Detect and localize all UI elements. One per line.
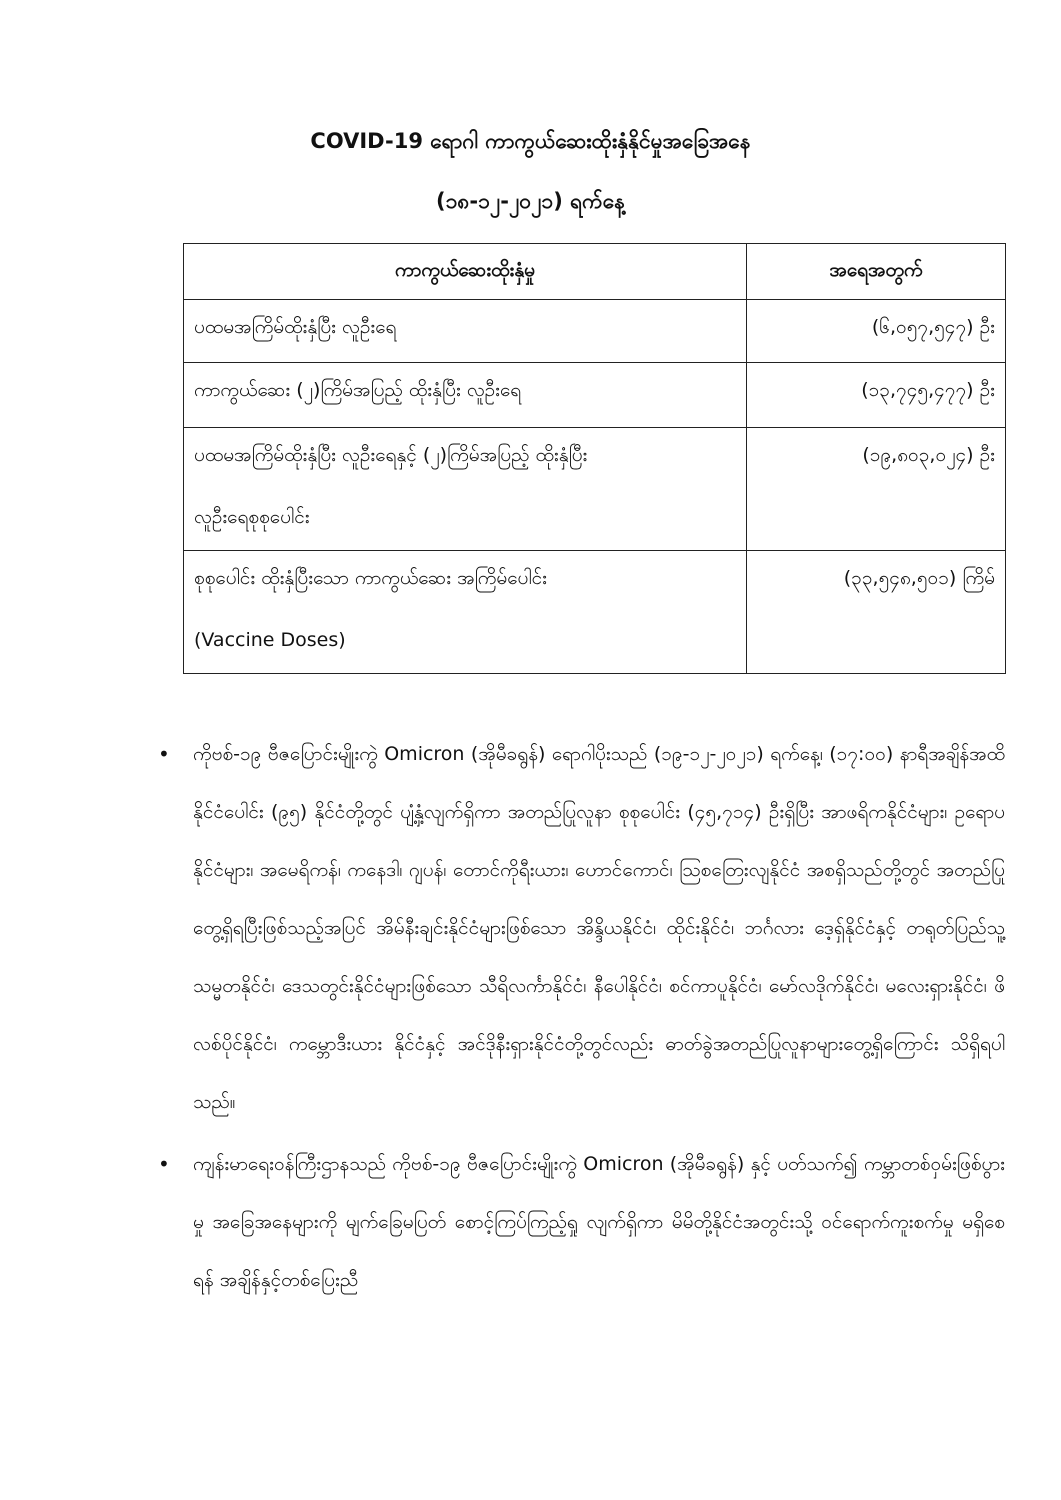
- table-row: [184, 300, 1006, 363]
- document-title: COVID-19 ရောဂါ ကာကွယ်ဆေးထိုးနှံနိုင်မှုအခြေအနေ: [310, 129, 751, 153]
- bullet-text: ကျန်းမာရေးဝန်ကြီးဌာနသည် ကိုဗစ်-၁၉ ဗီဇပြောင်းမျိုးကွဲ Omicron (အိုမီခရွန်) နှင့် ပတ်သက်၍ ကမ္ဘာတစ်ဝှမ်းဖြစ်ပွားမှု အခြေအနေများကို မျက်ခြေမပြတ် စောင့်ကြပ်ကြည့်ရှု လျက်ရှိကာ မိမိတို့နိုင်ငံအတွင်းသို့ ဝင်ရောက်ကူးစက်မှု မရှိစေရန် အချိန်နှင့်တစ်ပြေးညီ: [193, 1153, 1005, 1291]
- vaccination-table: [183, 243, 1006, 674]
- table-row: [184, 363, 1006, 428]
- row-value: (၃၃,၅၄၈,၅၀၁) ကြိမ်: [747, 551, 1006, 674]
- table-row: [184, 428, 1006, 551]
- table-row: [184, 551, 1006, 674]
- bullet-text: ကိုဗစ်-၁၉ ဗီဇပြောင်းမျိုးကွဲ Omicron (အိုမီခရွန်) ရောဂါပိုးသည် (၁၉-၁၂-၂၀၂၁) ရက်နေ့၊ (၁၇:၀၀) နာရီအချိန်အထိ နိုင်ငံပေါင်း (၉၅) နိုင်ငံတို့တွင် ပျံ့နှံ့လျက်ရှိကာ အတည်ပြုလူနာ စုစုပေါင်း (၄၅,၇၁၄) ဦးရှိပြီး အာဖရိကနိုင်ငံများ၊ ဥရောပနိုင်ငံများ၊ အမေရိကန်၊ ကနေဒါ၊ ဂျပန်၊ တောင်ကိုရီးယား၊ ဟောင်ကောင်၊ သြစတြေးလျနိုင်ငံ အစရှိသည်တို့တွင် အတည်ပြု တွေ့ရှိရပြီးဖြစ်သည့်အပြင် အိမ်နီးချင်းနိုင်ငံများဖြစ်သော အိန္ဒိယနိုင်ငံ၊ ထိုင်းနိုင်ငံ၊ ဘင်္ဂလား ဒေ့ရှ်နိုင်ငံနှင့် တရုတ်ပြည်သူ့သမ္မတနိုင်ငံ၊ ဒေသတွင်းနိုင်ငံများဖြစ်သော သီရိလင်္ကာနိုင်ငံ၊ နီပေါနိုင်ငံ၊ စင်ကာပူနိုင်ငံ၊ မော်လဒိုက်နိုင်ငံ၊ မလေးရှားနိုင်ငံ၊ ဖိလစ်ပိုင်နိုင်ငံ၊ ကမ္ဘောဒီးယား နိုင်ငံနှင့် အင်ဒိုနီးရှားနိုင်ငံတို့တွင်လည်း ဓာတ်ခွဲအတည်ပြုလူနာများတွေ့ရှိကြောင်း သိရှိရပါ သည်။: [193, 743, 1005, 1113]
- list-item: [158, 1135, 1005, 1309]
- table-header-row: [184, 244, 1006, 300]
- row-label: ပထမအကြိမ်ထိုးနှံပြီး လူဦးရေ: [194, 316, 397, 338]
- row-label-cell: [184, 363, 747, 428]
- row-label-cell: [184, 551, 747, 674]
- row-label: ကာကွယ်ဆေး (၂)ကြိမ်အပြည့် ထိုးနှံပြီး လူဦးရေ: [194, 379, 522, 401]
- row-label: ပထမအကြိမ်ထိုးနှံပြီး လူဦးရေနှင့် (၂)ကြိမ်အပြည့် ထိုးနှံပြီး: [194, 444, 588, 466]
- row-label: စုစုပေါင်း ထိုးနှံပြီးသော ကာကွယ်ဆေး အကြိမ်ပေါင်း: [194, 567, 547, 589]
- row-value: (၁၉,၈၀၃,၀၂၄) ဦး: [747, 428, 1006, 551]
- row-value: (၆,၀၅၇,၅၄၇) ဦး: [747, 300, 1006, 363]
- column-header-vaccination: ကာကွယ်ဆေးထိုးနှံမှု: [184, 244, 747, 300]
- row-label-continued: လူဦးရေစုစုပေါင်း: [194, 506, 310, 528]
- row-label-cell: [184, 300, 747, 363]
- row-label-continued: (Vaccine Doses): [194, 629, 346, 651]
- list-item: [158, 725, 1005, 1131]
- document-date: (၁၈-၁၂-၂၀၂၁) ရက်နေ့: [435, 189, 625, 213]
- row-value: (၁၃,၇၄၅,၄၇၇) ဦး: [747, 363, 1006, 428]
- bullet-icon: •: [158, 1152, 170, 1176]
- bullet-list: [158, 725, 1005, 1309]
- row-label-cell: [184, 428, 747, 551]
- bullet-icon: •: [158, 742, 170, 766]
- column-header-count: အရေအတွက်: [747, 244, 1006, 300]
